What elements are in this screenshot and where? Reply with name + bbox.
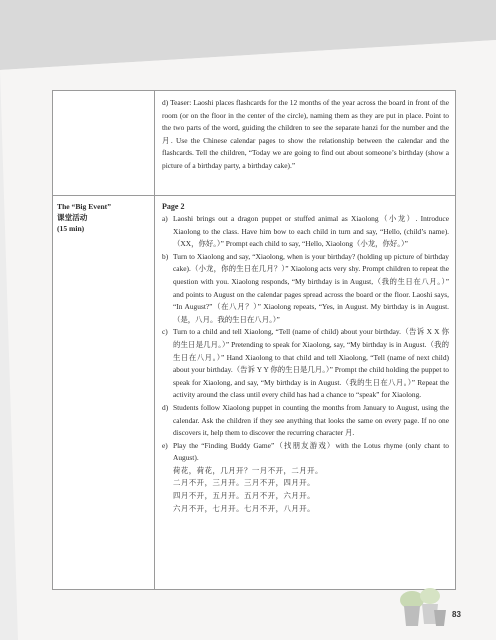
- rhyme-line: 四月不开，五月开。五月不开，六月开。: [173, 491, 316, 501]
- rhyme-line: 荷花，荷花，几月开？一月不开，二月开。: [173, 465, 323, 475]
- activity-heading: [57, 201, 149, 234]
- activity-title-chinese: 课堂活动: [57, 213, 88, 222]
- item-text: Laoshi brings out a dragon puppet or stuffed animal as Xiaolong（小龙）. Introduce Xiaolong to the class. Have him bow to each child in turn and say, “Hello, (child’s name).（XX，你好。）” Prompt each child to say, “Hello, Xiaolong（小龙，你好。）”: [173, 214, 449, 249]
- page-label: Page 2: [162, 202, 185, 211]
- teaser-paragraph: d) Teaser: Laoshi places flashcards for the 12 months of the year across the board in front of the room (or on the floor in the center of the circle), naming them as they are put in place. Point to the two parts of the word, guiding the children to see the separate hanzi for the number and the 月. Use the Chinese calendar pages to show the relationship between the calendar and the flashcards. Tell the children, “Today we are going to find out about someone’s birthday (show a picture of a birthday party, a birthday cake).”: [162, 98, 449, 170]
- list-item: [162, 213, 449, 251]
- activity-duration: (15 min): [57, 224, 85, 233]
- item-marker: e): [162, 440, 168, 450]
- item-marker: a): [162, 214, 168, 223]
- list-item: [162, 326, 449, 402]
- column-divider: [154, 91, 155, 589]
- item-text: Play the “Finding Buddy Game”（找朋友游戏）with the Lotus rhyme (only chant to August).: [173, 440, 449, 463]
- lesson-table: [52, 90, 456, 590]
- row-divider: [53, 195, 455, 196]
- list-item: [162, 251, 449, 327]
- page-number: 83: [452, 610, 461, 619]
- item-marker: c): [162, 327, 168, 337]
- rhyme-line: 二月不开，三月开。三月不开，四月开。: [173, 478, 316, 488]
- list-item: [162, 402, 449, 440]
- item-text: Turn to Xiaolong and say, “Xiaolong, when is your birthday? (holding up picture of birthday cake).（小龙，你的生日在几月？）” Xiaolong acts very shy. Prompt children to repeat the question with you. Xiaolong responds, “My birthday is in August,（我的生日在八月。）” and points to August on the calendar pages spread across the board or the floor. Laoshi says, “In August?”（在八月？）” Xiaolong repeats, “Yes, in August. My birthday is in August.（是，八月。我的生日在八月。）”: [173, 251, 449, 324]
- rhyme-line: 六月不开，七月开。七月不开，八月开。: [173, 503, 316, 513]
- list-item: [162, 440, 449, 465]
- activity-title: The “Big Event”: [57, 202, 112, 211]
- item-text: Students follow Xiaolong puppet in counting the months from January to August, using the calendar. Ask the children if they see anything that looks the same on every page. If no one discovers it, help them to discover the recurring character 月.: [173, 402, 449, 438]
- activity-steps: [162, 201, 449, 515]
- item-text: Turn to a child and tell Xiaolong, “Tell (name of child) about your birthday.（告诉 X X 你的生日是几月。）” Pretending to speak for Xiaolong, say, “My birthday is in August.（我的生日在八月。）” Hand Xiaolong to that child and tell Xiaolong, “Tell (name of next child) about your birthday.（告诉 Y Y 你的生日是几月。）” Prompt the child holding the puppet to speak for Xiaolong, and say, “My birthday is in August.（我的生日在八月。）” Repeat the activity around the class until every child has had a chance to “speak” for Xiaolong.: [173, 327, 449, 400]
- item-marker: b): [162, 251, 169, 261]
- item-marker: d): [162, 402, 169, 412]
- flower-pots-illustration: [398, 586, 450, 630]
